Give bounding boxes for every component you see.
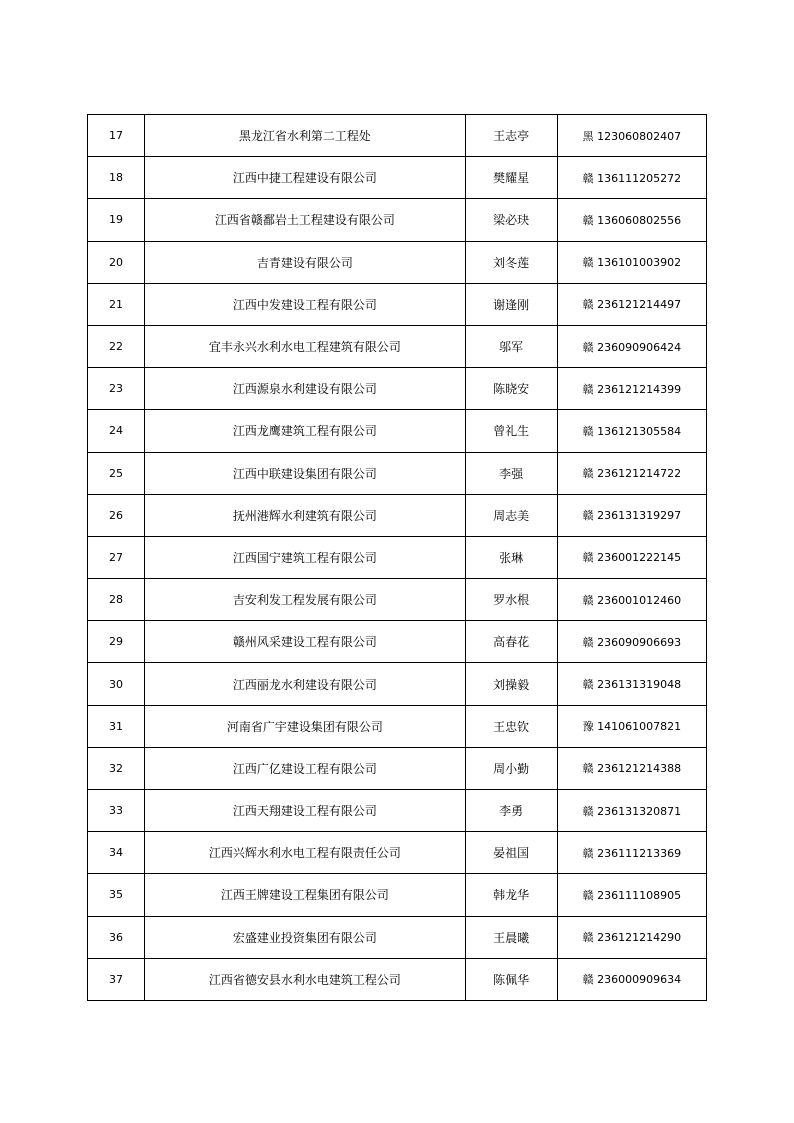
table-row — [88, 325, 707, 367]
row-number: 17 — [88, 115, 145, 157]
registration-table — [87, 114, 707, 1001]
person-name: 王志亭 — [465, 115, 557, 157]
certificate-number: 赣 136121305584 — [557, 410, 706, 452]
company-name: 江西天翔建设工程有限公司 — [145, 790, 466, 832]
certificate-number: 赣 236090906424 — [557, 325, 706, 367]
certificate-number: 赣 236121214399 — [557, 368, 706, 410]
person-name: 罗水根 — [465, 579, 557, 621]
row-number: 36 — [88, 916, 145, 958]
row-number: 27 — [88, 536, 145, 578]
person-name: 张琳 — [465, 536, 557, 578]
table-row — [88, 157, 707, 199]
table-row — [88, 747, 707, 789]
row-number: 23 — [88, 368, 145, 410]
certificate-number: 赣 236090906693 — [557, 621, 706, 663]
company-name: 江西广亿建设工程有限公司 — [145, 747, 466, 789]
company-name: 江西中联建设集团有限公司 — [145, 452, 466, 494]
person-name: 陈佩华 — [465, 958, 557, 1000]
table-row — [88, 494, 707, 536]
row-number: 26 — [88, 494, 145, 536]
company-name: 宜丰永兴水利水电工程建筑有限公司 — [145, 325, 466, 367]
company-name: 江西丽龙水利建设有限公司 — [145, 663, 466, 705]
table-row — [88, 832, 707, 874]
certificate-number: 赣 236121214388 — [557, 747, 706, 789]
person-name: 樊耀星 — [465, 157, 557, 199]
table-row — [88, 874, 707, 916]
person-name: 邬军 — [465, 325, 557, 367]
row-number: 31 — [88, 705, 145, 747]
row-number: 25 — [88, 452, 145, 494]
certificate-number: 赣 236131320871 — [557, 790, 706, 832]
company-name: 黑龙江省水利第二工程处 — [145, 115, 466, 157]
table-row — [88, 916, 707, 958]
table-row — [88, 410, 707, 452]
company-name: 抚州港辉水利建筑有限公司 — [145, 494, 466, 536]
row-number: 35 — [88, 874, 145, 916]
company-name: 河南省广宇建设集团有限公司 — [145, 705, 466, 747]
table-row — [88, 790, 707, 832]
row-number: 33 — [88, 790, 145, 832]
certificate-number: 赣 236131319297 — [557, 494, 706, 536]
row-number: 28 — [88, 579, 145, 621]
person-name: 陈晓安 — [465, 368, 557, 410]
table-row — [88, 579, 707, 621]
certificate-number: 赣 236111213369 — [557, 832, 706, 874]
certificate-number: 赣 236000909634 — [557, 958, 706, 1000]
table-row — [88, 283, 707, 325]
company-name: 江西省赣鄱岩土工程建设有限公司 — [145, 199, 466, 241]
table-row — [88, 199, 707, 241]
person-name: 李强 — [465, 452, 557, 494]
row-number: 19 — [88, 199, 145, 241]
person-name: 高春花 — [465, 621, 557, 663]
person-name: 谢逢刚 — [465, 283, 557, 325]
company-name: 江西源泉水利建设有限公司 — [145, 368, 466, 410]
row-number: 29 — [88, 621, 145, 663]
person-name: 王忠钦 — [465, 705, 557, 747]
table-body — [88, 115, 707, 1001]
company-name: 宏盛建业投资集团有限公司 — [145, 916, 466, 958]
row-number: 21 — [88, 283, 145, 325]
table-row — [88, 368, 707, 410]
person-name: 梁必玦 — [465, 199, 557, 241]
row-number: 18 — [88, 157, 145, 199]
certificate-number: 赣 236001222145 — [557, 536, 706, 578]
company-name: 江西兴辉水利水电工程有限责任公司 — [145, 832, 466, 874]
certificate-number: 豫 141061007821 — [557, 705, 706, 747]
certificate-number: 赣 136101003902 — [557, 241, 706, 283]
certificate-number: 赣 236131319048 — [557, 663, 706, 705]
row-number: 34 — [88, 832, 145, 874]
person-name: 李勇 — [465, 790, 557, 832]
person-name: 周小勤 — [465, 747, 557, 789]
company-name: 江西省德安县水利水电建筑工程公司 — [145, 958, 466, 1000]
person-name: 曾礼生 — [465, 410, 557, 452]
person-name: 周志美 — [465, 494, 557, 536]
certificate-number: 赣 136111205272 — [557, 157, 706, 199]
company-name: 江西王牌建设工程集团有限公司 — [145, 874, 466, 916]
person-name: 韩龙华 — [465, 874, 557, 916]
person-name: 刘冬莲 — [465, 241, 557, 283]
certificate-number: 赣 236111108905 — [557, 874, 706, 916]
certificate-number: 赣 236121214497 — [557, 283, 706, 325]
company-name: 江西龙鹰建筑工程有限公司 — [145, 410, 466, 452]
row-number: 24 — [88, 410, 145, 452]
person-name: 王晨曦 — [465, 916, 557, 958]
certificate-number: 赣 136060802556 — [557, 199, 706, 241]
person-name: 晏祖国 — [465, 832, 557, 874]
row-number: 22 — [88, 325, 145, 367]
table-row — [88, 241, 707, 283]
certificate-number: 赣 236001012460 — [557, 579, 706, 621]
company-name: 江西中发建设工程有限公司 — [145, 283, 466, 325]
table-row — [88, 115, 707, 157]
certificate-number: 赣 236121214722 — [557, 452, 706, 494]
table-row — [88, 452, 707, 494]
table-row — [88, 663, 707, 705]
certificate-number: 黑 123060802407 — [557, 115, 706, 157]
table-row — [88, 621, 707, 663]
company-name: 赣州风采建设工程有限公司 — [145, 621, 466, 663]
row-number: 32 — [88, 747, 145, 789]
row-number: 37 — [88, 958, 145, 1000]
company-name: 吉安利发工程发展有限公司 — [145, 579, 466, 621]
row-number: 30 — [88, 663, 145, 705]
row-number: 20 — [88, 241, 145, 283]
table-row — [88, 958, 707, 1000]
company-name: 吉青建设有限公司 — [145, 241, 466, 283]
table-row — [88, 705, 707, 747]
company-name: 江西国宁建筑工程有限公司 — [145, 536, 466, 578]
table-row — [88, 536, 707, 578]
person-name: 刘操毅 — [465, 663, 557, 705]
certificate-number: 赣 236121214290 — [557, 916, 706, 958]
company-name: 江西中捷工程建设有限公司 — [145, 157, 466, 199]
